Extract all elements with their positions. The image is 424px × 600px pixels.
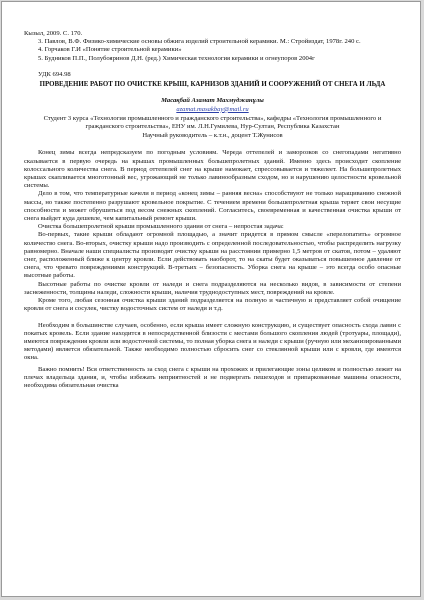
- author-name: Масақбай Азамат Махмуджанұлы: [161, 97, 264, 105]
- reference-item: 4. Горчаков Г.И «Понятие строительной керамики»: [38, 46, 182, 54]
- body-paragraph: Дело в том, что температурные качели в период «конец зимы – ранняя весна» способствуют не только наращиванию снежной массы, но также постепенно разрушают кровельное покрытие. С течением времени большепролетная крыша теряет свои несущие способности и может обрушиться под весом снежных скоплений. Согласитесь, своевременная и качественная очистка крыши от снега выйдет куда дешевле, чем капитальный ремонт крыши.: [24, 190, 401, 223]
- body-paragraph: Конец зимы всегда непредсказуем по погодным условиям. Череда оттепелей и заморозков со снегопадами негативно сказывается в первую очередь на крышах промышленных большепролетных зданий. Именно здесь происходит скопление колоссального количества снега. В период оттепелей снег на крыше намокает, спрессовывается и тяжелеет. На большепролетных крышах скапливается многотонный вес, угрожающий не только лавинообразным сходом, но и нарушению целостности кровельной системы.: [24, 149, 401, 190]
- reference-item: 3. Павлов, В.Ф. Физико-химические основы обжига изделий строительной керамики. М.: Стройиздат, 1978г. 240 с.: [38, 38, 361, 46]
- reference-item: 5. Будников П.П., Полубояринов Д.Н. (ред.) Химическая технология керамики и огнеупоров 2004г: [38, 54, 315, 62]
- body-paragraph: Очистка большепролетной крыши промышленного здания от снега – непростая задача:: [38, 223, 284, 231]
- reference-item: Кызыл, 2009. С. 170.: [24, 30, 83, 37]
- body-paragraph: Кроме того, любая сезонная очистка крыши зданий подразделяется на полную и частичную и представляет собой очищение кровли от снега и сосулек, чистку водосточных систем от наледи и т.д.: [24, 297, 401, 313]
- body-paragraph: Высотные работы по очистке кровли от наледи и снега подразделяются на несколько видов, в зависимости от степени заснеженности, толщины наледи, сложности крыши, наличия труднодоступных мест, повреждений на кровле.: [24, 280, 401, 296]
- document-page: [1, 1, 421, 597]
- article-title: ПРОВЕДЕНИЕ РАБОТ ПО ОЧИСТКЕ КРЫШ, КАРНИЗОВ ЗДАНИЙ И СООРУЖЕНИЙ ОТ СНЕГА И ЛЬДА: [39, 81, 386, 89]
- body-paragraph: Необходим в большинстве случаев, особенно, если крыша имеет сложную конструкцию, и существует опасность схода лавин с покатых кровель. Если здание находится в непосредственной близости с местами большого скопления людей (тротуары, площади), имеются повреждения кровли или водосточной системы, то полная уборка снега и наледи с крыши (ручную или механизированными методами) является обязательной. Также необходимо полностью сбросить снег со стеклянной крыши или с кровли, где имеются окна.: [24, 321, 401, 362]
- reference-list: [24, 30, 401, 63]
- author-affiliation: Студент 3 курса «Технология промышленного и гражданского строительства», кафедры «Технология промышленного и гражданского строительства», ЕНУ им. Л.Н.Гумилева, Нур-Султан, Республика Казахстан: [43, 114, 382, 131]
- scientific-advisor: Научный руководитель – к.т.н., доцент Т.Жунисов: [142, 132, 283, 140]
- udk-code: УДК 694.98: [38, 70, 71, 78]
- author-email-link[interactable]: azamat.masakbay@mail.ru: [176, 105, 249, 113]
- body-paragraph: Во-первых, такие крыши обладают огромной площадью, а значит придется в прямом смысле «перелопатить» огромное количество снега. Во-вторых, очистку крыши надо производить с определенной последовательностью, чтобы распределить нагрузку равномерно. Вначале наши специалисты производят очистку крыши на расстоянии примерно 1,5 метров от скатов, потом – удаляют снег, расположенный ближе к центру кровли. Если действовать наоборот, то на скаты будет оказываться повышенное давление от снега, что чревато повреждениями конструкций. В-третьих – безопасность. Уборка снега на крыше – это всегда особо опасные высотные работы.: [24, 231, 401, 280]
- document-content: [24, 30, 401, 390]
- article-body: [24, 149, 401, 390]
- body-paragraph: Важно помнить! Вся ответственность за сход снега с крыши на прохожих и прилегающие зоны целиком и полностью лежит на плечах владельца здания, и, чтобы избежать неприятностей и не подвергать пешеходов и припаркованные машины опасности, необходима обязательная очистка: [24, 365, 401, 389]
